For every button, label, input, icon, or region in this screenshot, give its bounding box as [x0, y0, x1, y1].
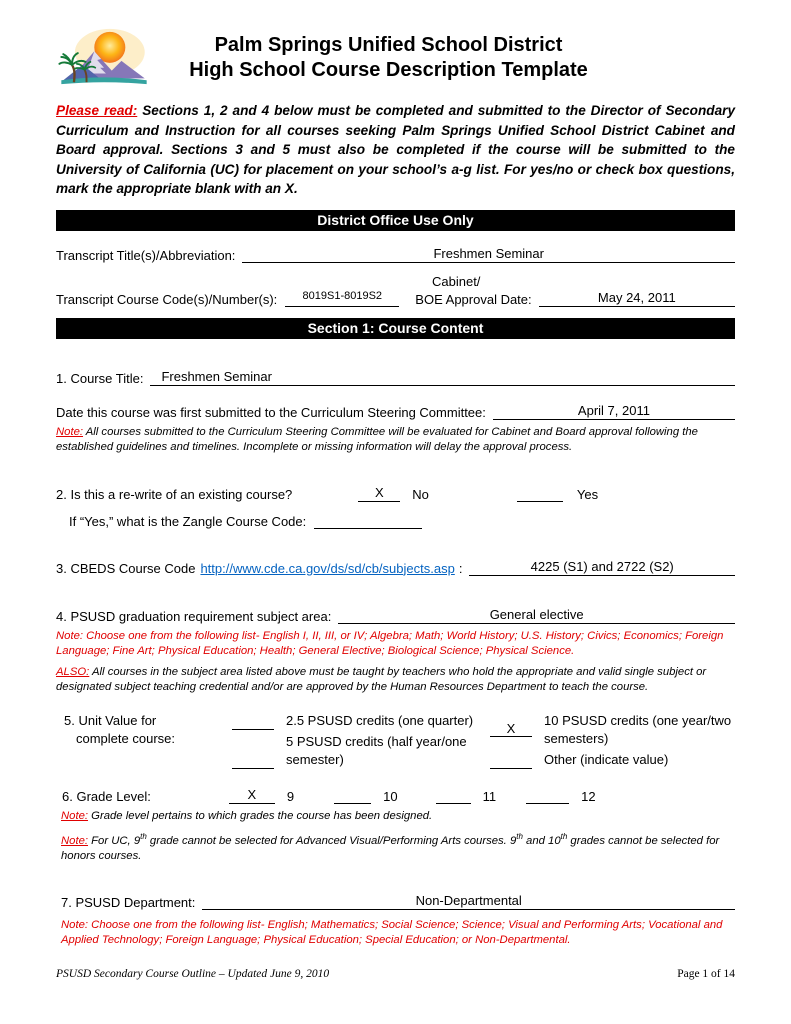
unit-option-other: [490, 751, 735, 769]
cbeds-code-field: [469, 559, 735, 576]
grade-level-label: 6. Grade Level:: [62, 788, 151, 804]
cbeds-code-value: 4225 (S1) and 2722 (S2): [530, 558, 674, 574]
transcript-code-value: 8019S1-8019S2: [302, 289, 383, 302]
credential-note: [56, 665, 735, 696]
ordinal-suffix: th: [560, 832, 568, 841]
transcript-code-field: [285, 290, 399, 307]
rewrite-question-row: [56, 485, 735, 502]
submission-date-value: April 7, 2011: [577, 402, 650, 418]
grade-9-mark: X: [247, 786, 257, 802]
grade-9-label: 9: [286, 788, 295, 804]
ordinal-suffix: th: [140, 832, 147, 841]
graduation-subject-field: [338, 607, 735, 624]
graduation-subject-row: [56, 607, 735, 624]
transcript-code-label: Transcript Course Code(s)/Number(s):: [56, 291, 278, 307]
grade-level-question: [56, 787, 735, 804]
page-footer: [56, 968, 735, 980]
note-lead: ALSO:: [56, 665, 90, 678]
title-line-1: Palm Springs Unified School District: [214, 34, 563, 56]
department-list-note: [56, 918, 735, 949]
please-read-label: Please read:: [56, 103, 138, 118]
transcript-title-label: Transcript Title(s)/Abbreviation:: [56, 247, 236, 263]
unit-option-year-text: 10 PSUSD credits (one year/two semesters): [544, 712, 732, 746]
graduation-subject-label: 4. PSUSD graduation requirement subject area:: [56, 608, 332, 624]
unit-option-semester-blank: [232, 752, 274, 769]
footer-document-info: PSUSD Secondary Course Outline – Updated June 9, 2010: [56, 968, 330, 980]
grade-design-note: [56, 809, 735, 825]
document-title: [152, 33, 735, 83]
note-lead: Note:: [61, 834, 89, 847]
subject-list-note: [56, 629, 735, 660]
note-text: grade cannot be selected for Advanced Visual/Performing Arts courses. 9: [146, 834, 517, 847]
rewrite-yes-blank: [517, 485, 563, 502]
cbeds-subjects-link[interactable]: http://www.cde.ca.gov/ds/sd/cb/subjects.asp: [200, 560, 455, 576]
unit-option-other-blank: [490, 752, 532, 769]
unit-option-quarter-text: 2.5 PSUSD credits (one quarter): [286, 712, 474, 728]
unit-option-quarter: [232, 712, 490, 730]
unit-value-column-right: [490, 712, 735, 769]
section1-bar: Section 1: Course Content: [56, 318, 735, 339]
grade-uc-note: [56, 829, 735, 865]
steering-committee-note: [56, 425, 735, 456]
intro-text: Sections 1, 2 and 4 below must be completed and submitted to the Director of Secondary Curriculum and Instruction for all courses seeking Palm Springs Unified School District Cabinet and Board approval. Sections 3 and 5 must also be completed if the course will be submitted to the University of California (UC) for placement on your school’s a-g list. For yes/no or check box questions, mark the appropriate blank with an X.: [56, 103, 736, 196]
grade-11-label: 11: [482, 788, 497, 804]
ordinal-suffix: th: [516, 832, 523, 841]
course-title-field: [150, 369, 735, 386]
unit-value-label-line1: 5. Unit Value for: [64, 712, 157, 728]
document-header: [56, 26, 735, 90]
submission-date-field: [493, 403, 735, 420]
grade-10-blank: [334, 787, 371, 804]
boe-approval-date-value: May 24, 2011: [597, 289, 676, 305]
unit-option-year: [490, 712, 735, 748]
boe-approval-date-label: BOE Approval Date:: [415, 291, 532, 307]
grade-9-blank: [229, 787, 275, 804]
zangle-code-row: [56, 512, 735, 529]
department-value: Non-Departmental: [415, 892, 522, 908]
grade-11-blank: [436, 787, 471, 804]
unit-option-year-blank: [490, 720, 532, 737]
sun-mountains-palms-icon: [56, 26, 152, 90]
unit-value-label-line2: complete course:: [76, 730, 175, 746]
department-label: 7. PSUSD Department:: [61, 894, 196, 910]
unit-option-other-text: Other (indicate value): [544, 751, 669, 767]
boe-approval-date-field: [539, 290, 735, 307]
submission-date-row: [56, 403, 735, 420]
transcript-title-row: [56, 246, 735, 263]
grade-10-label: 10: [383, 788, 398, 804]
note-lead: Note:: [61, 809, 89, 822]
note-text: and 10: [522, 834, 561, 847]
department-field: [202, 893, 735, 910]
cbeds-code-row: [56, 559, 735, 576]
rewrite-no-label: No: [412, 486, 429, 502]
note-lead: Note:: [61, 918, 89, 931]
transcript-code-row: [56, 290, 735, 307]
zangle-code-field: [314, 512, 422, 529]
rewrite-no-blank: [358, 485, 400, 502]
district-logo: [56, 26, 152, 90]
cbeds-code-label: 3. CBEDS Course Code: [56, 560, 196, 576]
department-row: [56, 893, 735, 910]
note-text: Choose one from the following list- English I, II, III, or IV; Algebra; Math; World History; U.S. History; Civics; Economics; Foreign Language; Fine Art; Physical Education; Health; General Elective; Biological Science; Physical Science.: [56, 629, 724, 657]
course-title-label: 1. Course Title:: [56, 370, 144, 386]
note-text: Grade level pertains to which grades the course has been designed.: [88, 809, 433, 822]
unit-value-label: [64, 712, 232, 769]
unit-value-question: [56, 712, 735, 769]
note-lead: Note:: [56, 425, 84, 438]
note-text: Choose one from the following list- English; Mathematics; Social Science; Science; Visual and Performing Arts; Vocational and Applied Technology; Foreign Language; Physical Education; Special Education; or Non-Departmental.: [61, 918, 723, 947]
grade-12-label: 12: [581, 788, 596, 804]
zangle-code-label: If “Yes,” what is the Zangle Course Code:: [69, 513, 307, 529]
note-text: grades cannot be selected for honors courses.: [61, 834, 720, 863]
cbeds-colon: :: [458, 560, 463, 576]
district-office-bar: District Office Use Only: [56, 210, 735, 231]
course-title-value: Freshmen Seminar: [161, 368, 272, 384]
unit-option-semester: [232, 733, 490, 769]
grade-12-blank: [526, 787, 569, 804]
title-line-2: High School Course Description Template: [189, 59, 588, 81]
rewrite-no-mark: X: [374, 484, 384, 500]
note-lead: Note:: [56, 629, 84, 642]
cabinet-label: Cabinet/: [432, 273, 481, 289]
rewrite-yes-label: Yes: [576, 486, 599, 502]
unit-option-semester-text: 5 PSUSD credits (half year/one semester): [286, 733, 467, 767]
transcript-title-value: Freshmen Seminar: [433, 245, 544, 261]
note-text: For UC, 9: [88, 834, 141, 847]
footer-page-number: Page 1 of 14: [677, 968, 735, 980]
note-text: All courses in the subject area listed above must be taught by teachers who hold the appropriate and valid single subject or designated subject teaching credential and/or are approved by the Human Resources Department to teach the course.: [56, 665, 707, 693]
unit-option-year-mark: X: [506, 721, 516, 736]
rewrite-question-label: 2. Is this a re-write of an existing course?: [56, 486, 293, 502]
transcript-title-field: [242, 246, 735, 263]
graduation-subject-value: General elective: [489, 606, 584, 622]
please-read-paragraph: [56, 101, 735, 199]
unit-option-quarter-blank: [232, 713, 274, 730]
submission-date-label: Date this course was first submitted to the Curriculum Steering Committee:: [56, 404, 486, 420]
note-text: All courses submitted to the Curriculum Steering Committee will be evaluated for Cabinet and Board approval following the established guidelines and timelines. Incomplete or missing information will delay the approval process.: [56, 425, 698, 453]
unit-value-column-left: [232, 712, 490, 769]
course-title-row: [56, 369, 735, 386]
